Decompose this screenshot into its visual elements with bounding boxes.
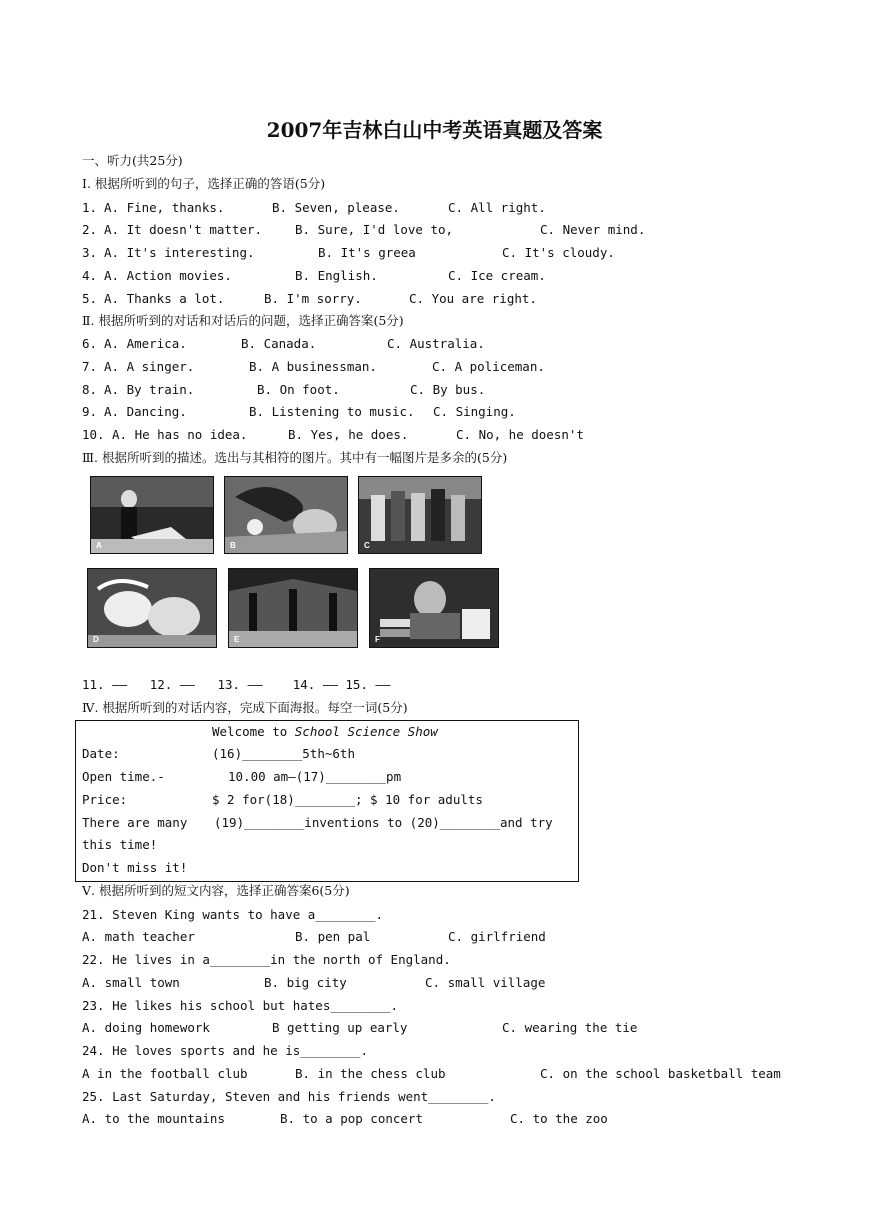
poster-price-row [82,791,483,809]
options-row [82,1065,781,1083]
option-c: C. All right. [448,200,546,215]
question-number: 8. [82,382,98,397]
question-row [82,267,546,285]
picture-a [90,476,214,554]
picture-e [228,568,358,648]
options-row [82,928,546,946]
option-b: B getting up early [272,1020,408,1035]
option-a: A. By train. [104,382,195,397]
poster-date-label: Date: [82,746,120,761]
question-number: 4. [82,268,98,283]
option-b: B. Canada. [241,336,317,351]
poster-welcome [82,723,438,741]
option-c: C. No, he doesn't [456,427,584,442]
option-b: B. It's greea [318,245,416,260]
poster-open-row [82,768,402,786]
poster-show-name: School Science Show [294,724,438,739]
option-a: A. math teacher [82,929,195,944]
poster-price-label: Price: [82,792,128,807]
part-iii-heading: Ⅲ. 根据所听到的描述。选出与其相符的图片。其中有一幅图片是多余的(5分) [82,450,508,465]
poster-inventions-row [82,814,553,832]
page-title: 2007年吉林白山中考英语真题及答案 [266,118,603,142]
picture-f [369,568,499,648]
picture-e-image [229,569,357,647]
option-a: A in the football club [82,1066,248,1081]
question-row [82,290,537,308]
option-c: C. girlfriend [448,929,546,944]
picture-d-image [88,569,216,647]
question-row [82,426,584,444]
picture-label: B [230,541,236,550]
question-row [82,403,516,421]
option-a: A. doing homework [82,1020,210,1035]
poster-open-label: Open time.- [82,769,165,784]
option-a: A. He has no idea. [112,427,248,442]
part-i-heading: I. 根据所听到的句子，选择正确的答语(5分) [82,176,326,191]
option-c: C. Australia. [387,336,485,351]
picture-d [87,568,217,648]
option-c: C. on the school basketball team [540,1066,781,1081]
question-text: 23. He likes his school but hates________. [82,998,399,1013]
option-c: C. A policeman. [432,359,545,374]
picture-label: A [96,541,102,550]
option-b: B. big city [264,975,347,990]
option-b: B. I'm sorry. [264,291,362,306]
poster-date-value: (16)________5th~6th [212,746,355,761]
poster-price-value: $ 2 for(18)________; $ 10 for adults [212,792,483,807]
picture-label: F [375,635,380,644]
question-number: 2. [82,222,98,237]
option-a: A. Thanks a lot. [104,291,225,306]
question-row [82,244,615,262]
option-c: C. You are right. [409,291,537,306]
question-number: 3. [82,245,98,260]
option-b: B. Listening to music. [249,404,415,419]
option-c: C. Singing. [433,404,516,419]
option-a: A. to the mountains [82,1111,225,1126]
option-c: C. By bus. [410,382,486,397]
option-a: A. It's interesting. [104,245,255,260]
picture-a-image [91,477,213,553]
question-row [82,199,546,217]
question-row [82,221,646,239]
poster-inventions-value: (19)________inventions to (20)________and try [214,815,553,830]
option-b: B. in the chess club [295,1066,446,1081]
options-row [82,1110,608,1128]
poster-welcome-text: Welcome to [212,724,295,739]
question-row [82,358,545,376]
picture-c-image [359,477,481,553]
option-b: B. Sure, I'd love to, [295,222,454,237]
question-number: 1. [82,200,98,215]
part-ii-heading: Ⅱ. 根据所听到的对话和对话后的问题，选择正确答案(5分) [82,313,404,328]
options-row [82,974,546,992]
option-b: B. English. [295,268,378,283]
option-a: A. Action movies. [104,268,232,283]
question-text: 25. Last Saturday, Steven and his friends went________. [82,1089,496,1104]
picture-label: E [234,635,240,644]
option-a: A. America. [104,336,187,351]
question-row [82,335,485,353]
options-row [82,1019,638,1037]
question-row [82,381,486,399]
option-b: B. On foot. [257,382,340,397]
question-text: 21. Steven King wants to have a________. [82,907,384,922]
option-a: A. A singer. [104,359,195,374]
question-text: 22. He lives in a________in the north of England. [82,952,451,967]
option-b: B. to a pop concert [280,1111,423,1126]
option-c: C. to the zoo [510,1111,608,1126]
part-iv-heading: Ⅳ. 根据所听到的对话内容，完成下面海报。每空一词(5分) [82,700,408,715]
option-a: A. small town [82,975,180,990]
option-a: A. It doesn't matter. [104,222,263,237]
question-number: 5. [82,291,98,306]
poster-date-row [82,745,355,763]
option-c: C. wearing the tie [502,1020,638,1035]
option-c: C. small village [425,975,546,990]
question-number: 6. [82,336,98,351]
poster-this-time: this time! [82,837,158,852]
option-b: B. Seven, please. [272,200,400,215]
part-v-heading: Ⅴ. 根据所听到的短文内容，选择正确答案6(5分) [82,883,350,898]
picture-label: C [364,541,370,550]
picture-f-image [370,569,498,647]
option-b: B. pen pal [295,929,371,944]
section-heading: 一、听力(共25分) [82,153,183,168]
option-c: C. It's cloudy. [502,245,615,260]
question-number: 10. [82,427,105,442]
poster-dont-miss: Don't miss it! [82,860,188,875]
picture-b [224,476,348,554]
option-a: A. Fine, thanks. [104,200,225,215]
option-c: C. Ice cream. [448,268,546,283]
option-a: A. Dancing. [104,404,187,419]
picture-b-image [225,477,347,553]
question-text: 24. He loves sports and he is________. [82,1043,368,1058]
question-number: 7. [82,359,98,374]
picture-label: D [93,635,99,644]
picture-c [358,476,482,554]
option-b: B. A businessman. [249,359,377,374]
picture-answer-blanks: 11. —— 12. —— 13. —— 14. —— 15. —— [82,677,391,692]
question-number: 9. [82,404,98,419]
option-b: B. Yes, he does. [288,427,409,442]
poster-open-value: 10.00 am—(17)________pm [228,769,402,784]
option-c: C. Never mind. [540,222,646,237]
poster-inventions-label: There are many [82,815,188,830]
